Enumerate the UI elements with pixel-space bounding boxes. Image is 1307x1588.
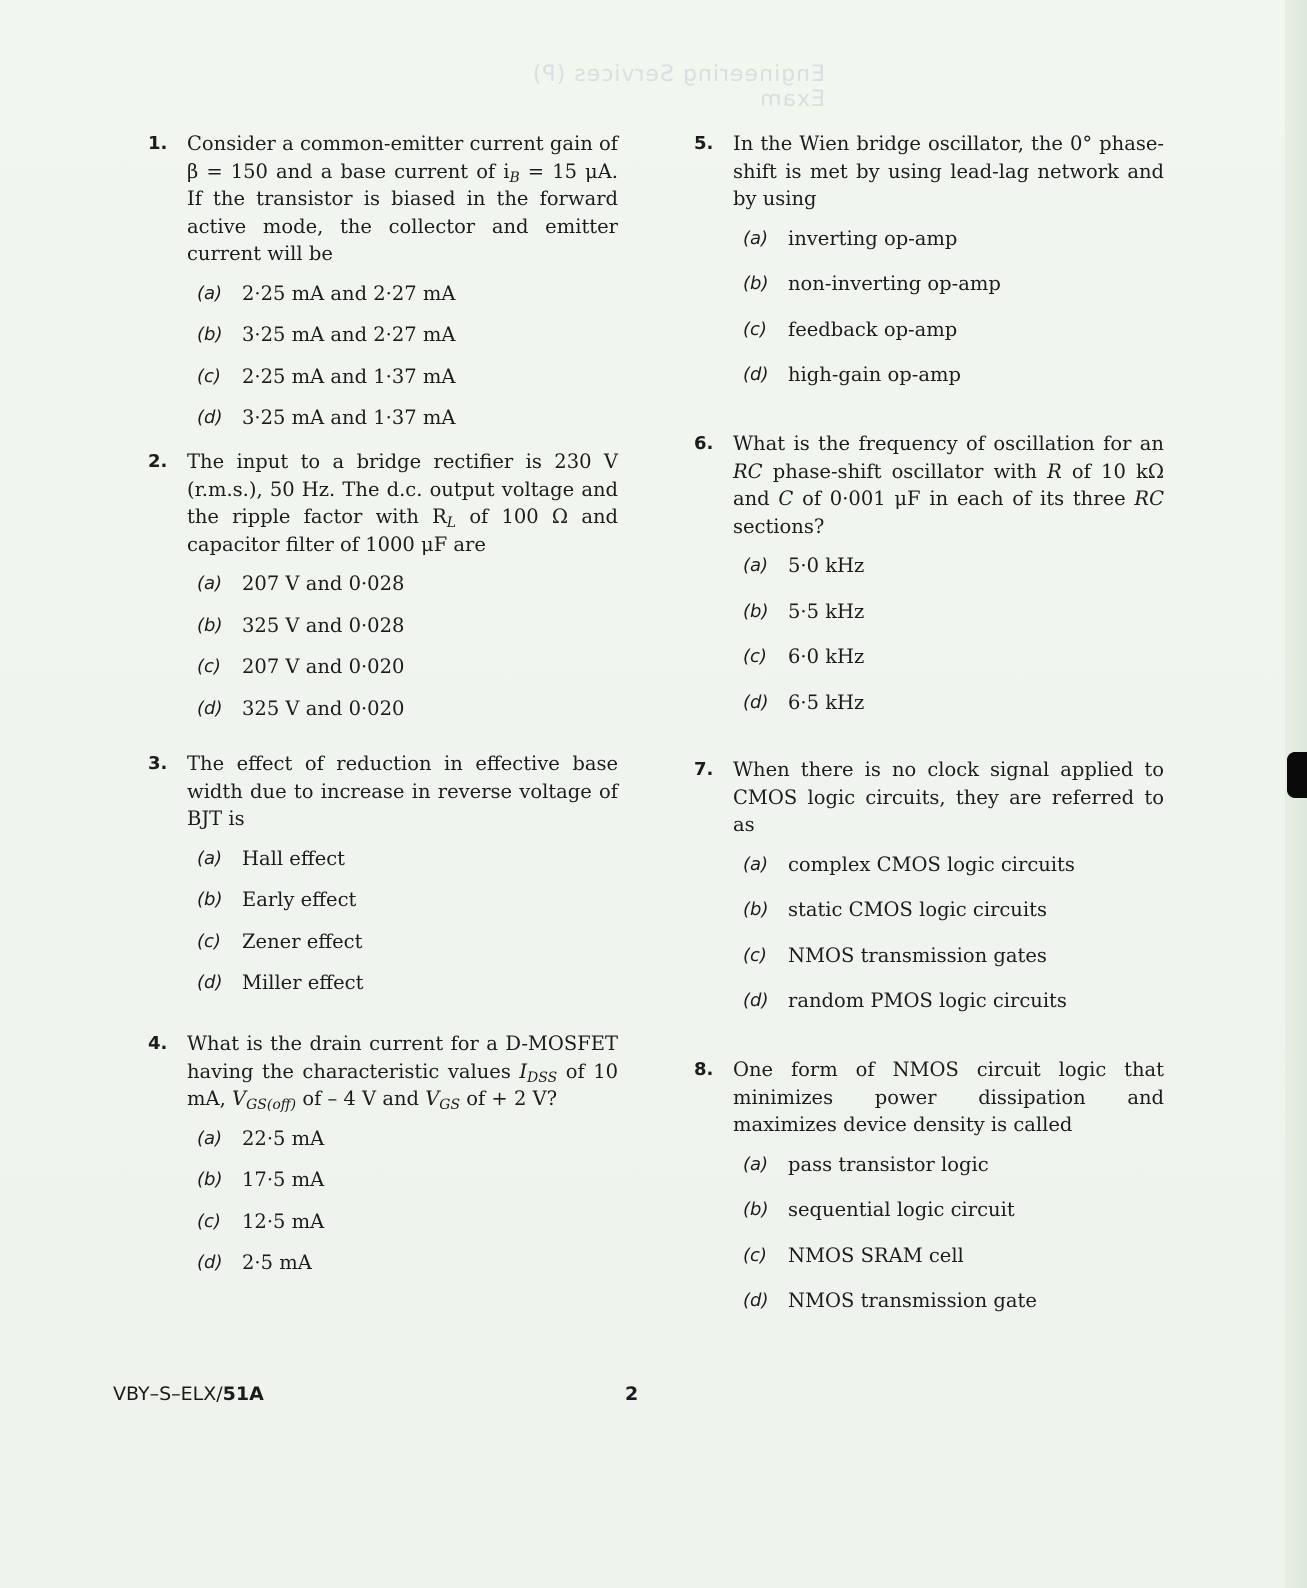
question-number: 1. [148,133,168,154]
options-list [197,280,618,446]
question-7 [694,756,1164,1056]
option-c[interactable]: (c) NMOS transmission gates [743,943,1047,967]
option-b[interactable]: (b) non-inverting op-amp [743,272,1001,295]
question-stem: One form of NMOS circuit logic that minimizes power dissipation and maximizes device density is called [733,1058,1164,1136]
option-b[interactable]: (b) Early effect [197,888,357,911]
option-d[interactable]: (d) random PMOS logic circuits [743,989,1067,1012]
option-a[interactable]: (a) 207 V and 0·028 [197,572,405,595]
question-4 [148,1030,618,1291]
question-1 [148,130,618,448]
option-d[interactable]: (d) high-gain op-amp [743,363,961,386]
options-list [743,1151,1164,1333]
option-a[interactable]: (a) inverting op-amp [743,226,958,250]
question-2 [148,448,618,750]
option-c[interactable]: (c) NMOS SRAM cell [743,1243,964,1267]
option-c[interactable]: (c) 2·25 mA and 1·37 mA [197,364,456,388]
option-d[interactable]: (d) 3·25 mA and 1·37 mA [197,406,456,429]
question-8 [694,1056,1164,1333]
question-stem: In the Wien bridge oscillator, the 0° phase-shift is met by using lead-lag network and by using [733,132,1164,210]
option-a[interactable]: (a) pass transistor logic [743,1152,989,1176]
option-a[interactable]: (a) 22·5 mA [197,1126,325,1150]
question-stem: When there is no clock signal applied to CMOS logic circuits, they are referred to as [733,758,1164,836]
question-stem: Consider a common-emitter current gain of β = 150 and a base current of $i_B = 15$ μA. If the transistor is biased in the forward active mode, the collector and emitter current will be [187,132,619,265]
option-b[interactable]: (b) 5·5 kHz [743,599,865,623]
question-number: 5. [694,133,714,154]
question-6 [694,430,1164,756]
option-b[interactable]: (b) 3·25 mA and 2·27 mA [197,323,456,346]
option-c[interactable]: (c) Zener effect [197,929,363,953]
options-list [197,1125,618,1291]
option-a[interactable]: (a) 2·25 mA and 2·27 mA [197,281,456,305]
question-5 [694,130,1164,430]
option-b[interactable]: (b) static CMOS logic circuits [743,898,1047,921]
question-number: 3. [148,753,168,774]
option-c[interactable]: (c) 207 V and 0·020 [197,655,405,678]
options-list [197,570,618,736]
option-c[interactable]: (c) feedback op-amp [743,317,958,341]
option-b[interactable]: (b) 325 V and 0·028 [197,613,405,637]
question-stem: What is the drain current for a D-MOSFET having the characteristic values $I_{DSS}$ of 10 mA, $V_{GS(off)}$ of – 4 V and $V_{GS}$ of + 2 V? [187,1032,619,1113]
options-list [743,851,1164,1033]
question-stem: What is the frequency of oscillation for an RC phase-shift oscillator with R of 10 kΩ and C of 0·001 μF in each of its three RC sections? [733,432,1164,538]
option-c[interactable]: (c) 12·5 mA [197,1209,325,1233]
option-c[interactable]: (c) 6·0 kHz [743,645,865,668]
page-number: 2 [625,1383,639,1405]
question-number: 6. [694,433,714,454]
option-a[interactable]: (a) Hall effect [197,846,345,870]
question-number: 7. [694,759,714,780]
options-list [743,225,1164,407]
options-list [743,552,1164,734]
question-3 [148,750,618,1030]
option-b[interactable]: (b) sequential logic circuit [743,1198,1015,1221]
option-a[interactable]: (a) complex CMOS logic circuits [743,852,1075,876]
option-a[interactable]: (a) 5·0 kHz [743,554,865,577]
option-d[interactable]: (d) Miller effect [197,971,364,994]
scan-edge-marker [1287,752,1307,798]
options-list [197,845,618,1011]
question-number: 8. [694,1059,714,1080]
left-column [148,130,618,1291]
option-b[interactable]: (b) 17·5 mA [197,1168,325,1191]
question-number: 2. [148,451,168,472]
paper-code: VBY–S–ELX/51A [113,1383,264,1405]
question-stem: The effect of reduction in effective base width due to increase in reverse voltage of BJT is [187,752,618,830]
question-stem: The input to a bridge rectifier is 230 V (r.m.s.), 50 Hz. The d.c. output voltage and the ripple factor with $R_L$ of 100 Ω and capacitor filter of 1000 μF are [187,450,618,556]
right-column [694,130,1164,1333]
option-d[interactable]: (d) 6·5 kHz [743,690,865,714]
option-d[interactable]: (d) 2·5 mA [197,1251,312,1274]
option-d[interactable]: (d) NMOS transmission gate [743,1289,1037,1312]
option-d[interactable]: (d) 325 V and 0·020 [197,696,405,720]
question-number: 4. [148,1033,168,1054]
bleed-through-watermark: Engineering Services (P) Exam [531,62,825,112]
